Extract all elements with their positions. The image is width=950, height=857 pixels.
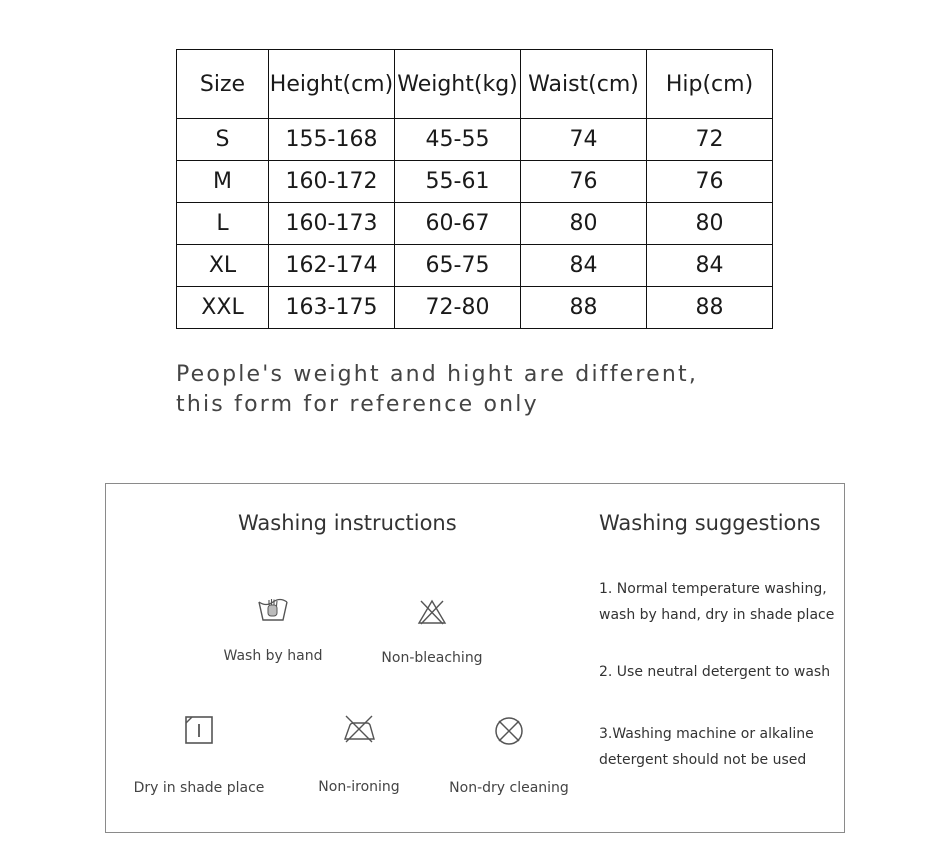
header-cell-height: Height(cm): [269, 50, 395, 119]
cell-height: 160-173: [269, 203, 395, 245]
cell-height: 160-172: [269, 161, 395, 203]
table-row: [177, 287, 773, 329]
care-label: Wash by hand: [223, 648, 323, 664]
cell-waist: 74: [521, 119, 647, 161]
reference-note: [176, 360, 698, 420]
suggestion-line: detergent should not be used: [599, 752, 807, 768]
table-row: [177, 245, 773, 287]
header-cell-size: Size: [177, 50, 269, 119]
cell-size: S: [177, 119, 269, 161]
suggestion-1: [599, 576, 834, 628]
suggestion-line: 1. Normal temperature washing,: [599, 581, 827, 597]
suggestion-3: [599, 721, 814, 773]
table-row: [177, 203, 773, 245]
care-label: Non-dry cleaning: [449, 780, 569, 796]
cell-height: 155-168: [269, 119, 395, 161]
care-item-non-dry-cleaning: [434, 715, 584, 796]
care-panel: [105, 483, 845, 833]
cell-hip: 88: [647, 287, 773, 329]
suggestion-2: [599, 659, 830, 685]
care-item-non-bleaching: [357, 599, 507, 666]
cell-size: L: [177, 203, 269, 245]
no-bleach-icon: [417, 599, 447, 625]
size-chart-table: [176, 49, 773, 329]
cell-waist: 80: [521, 203, 647, 245]
cell-weight: 55-61: [395, 161, 521, 203]
header-cell-weight: Weight(kg): [395, 50, 521, 119]
cell-size: XXL: [177, 287, 269, 329]
care-item-non-ironing: [284, 714, 434, 795]
cell-weight: 65-75: [395, 245, 521, 287]
washing-instructions-title: Washing instructions: [238, 511, 457, 535]
cell-hip: 80: [647, 203, 773, 245]
cell-weight: 60-67: [395, 203, 521, 245]
header-cell-hip: Hip(cm): [647, 50, 773, 119]
suggestion-line: 3.Washing machine or alkaline: [599, 726, 814, 742]
cell-size: M: [177, 161, 269, 203]
suggestion-line: wash by hand, dry in shade place: [599, 607, 835, 623]
no-iron-icon: [341, 714, 377, 744]
cell-size: XL: [177, 245, 269, 287]
header-cell-waist: Waist(cm): [521, 50, 647, 119]
washing-suggestions-title: Washing suggestions: [599, 511, 821, 535]
hand-wash-icon: [256, 596, 290, 626]
care-label: Non-bleaching: [381, 650, 483, 666]
cell-height: 163-175: [269, 287, 395, 329]
cell-waist: 76: [521, 161, 647, 203]
cell-hip: 76: [647, 161, 773, 203]
care-item-dry-in-shade: [124, 715, 274, 796]
cell-height: 162-174: [269, 245, 395, 287]
note-line: this form for reference only: [176, 392, 539, 417]
care-label: Dry in shade place: [133, 780, 265, 796]
cell-waist: 84: [521, 245, 647, 287]
cell-hip: 72: [647, 119, 773, 161]
table-row: [177, 119, 773, 161]
no-dry-clean-icon: [493, 715, 525, 747]
shade-dry-icon: [184, 715, 214, 745]
care-item-wash-by-hand: [198, 596, 348, 664]
cell-hip: 84: [647, 245, 773, 287]
note-line: People's weight and hight are different,: [176, 362, 699, 387]
cell-weight: 45-55: [395, 119, 521, 161]
care-label: Non-ironing: [318, 779, 400, 795]
table-header-row: [177, 50, 773, 119]
cell-waist: 88: [521, 287, 647, 329]
table-row: [177, 161, 773, 203]
suggestion-line: 2. Use neutral detergent to wash: [599, 664, 831, 680]
cell-weight: 72-80: [395, 287, 521, 329]
